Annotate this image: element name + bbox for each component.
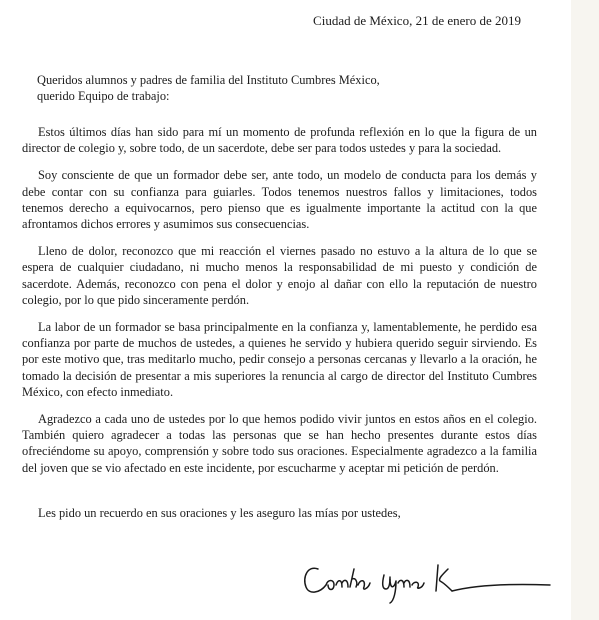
salutation-line-1: Queridos alumnos y padres de familia del Instituto Cumbres México, bbox=[37, 73, 380, 87]
paragraph-apology: Lleno de dolor, reconozco que mi reacción el viernes pasado no estuvo a la altura de lo que se espera de cualquier ciudadano, ni mucho menos la responsabilidad de mi puesto y condición de sacerdote. Además, reconozco con pena el dolor y enojo al dañar con ello la reputación de nuestro colegio, por lo que pido sinceramente perdón. bbox=[22, 244, 537, 307]
salutation-line-2: querido Equipo de trabajo: bbox=[37, 89, 170, 104]
closing-line: Les pido un recuerdo en sus oraciones y les aseguro las mías por ustedes, bbox=[38, 506, 401, 520]
letter-body bbox=[22, 124, 537, 487]
page-edge-shadow bbox=[571, 0, 599, 620]
salutation bbox=[37, 72, 537, 104]
paragraph-gratitude: Agradezco a cada uno de ustedes por lo que hemos podido vivir juntos en estos años en el colegio. También quiero agradecer a todas las personas que se han hecho presentes durante estos días ofreciéndome su apoyo, comprensión y sobre todo sus oraciones. Especialmente agradezco a la familia del joven que se vio afectado en este incidente, por escucharme y aceptar mi petición de perdón. bbox=[22, 412, 537, 475]
paragraph-resignation: La labor de un formador se basa principalmente en la confianza y, lamentablemente, he perdido esa confianza por parte de muchos de ustedes, a quienes he servido y hubiera querido seguir sirviendo. Es por este motivo que, tras meditarlo mucho, pedir consejo a personas cercanas y llevarlo a la oración, he tomado la decisión de presentar a mis superiores la renuncia al cargo de director del Instituto Cumbres México, con efecto inmediato. bbox=[22, 320, 537, 399]
letter-date: Ciudad de México, 21 de enero de 2019 bbox=[313, 13, 521, 28]
paragraph-reflection: Estos últimos días han sido para mí un momento de profunda reflexión en lo que la figura de un director de colegio y, sobre todo, de un sacerdote, debe ser para todos ustedes y para la sociedad. bbox=[22, 125, 537, 156]
paragraph-formador: Soy consciente de que un formador debe ser, ante todo, un modelo de conducta para los demás y debe contar con su confianza para guiarles. Todos tenemos nuestros fallos y limitaciones, todos tenemos derecho a equivocarnos, pero pienso que es igualmente importante la actitud con la que afrontamos dichos errores y asumimos sus consecuencias. bbox=[22, 168, 537, 232]
handwritten-signature bbox=[298, 555, 558, 605]
